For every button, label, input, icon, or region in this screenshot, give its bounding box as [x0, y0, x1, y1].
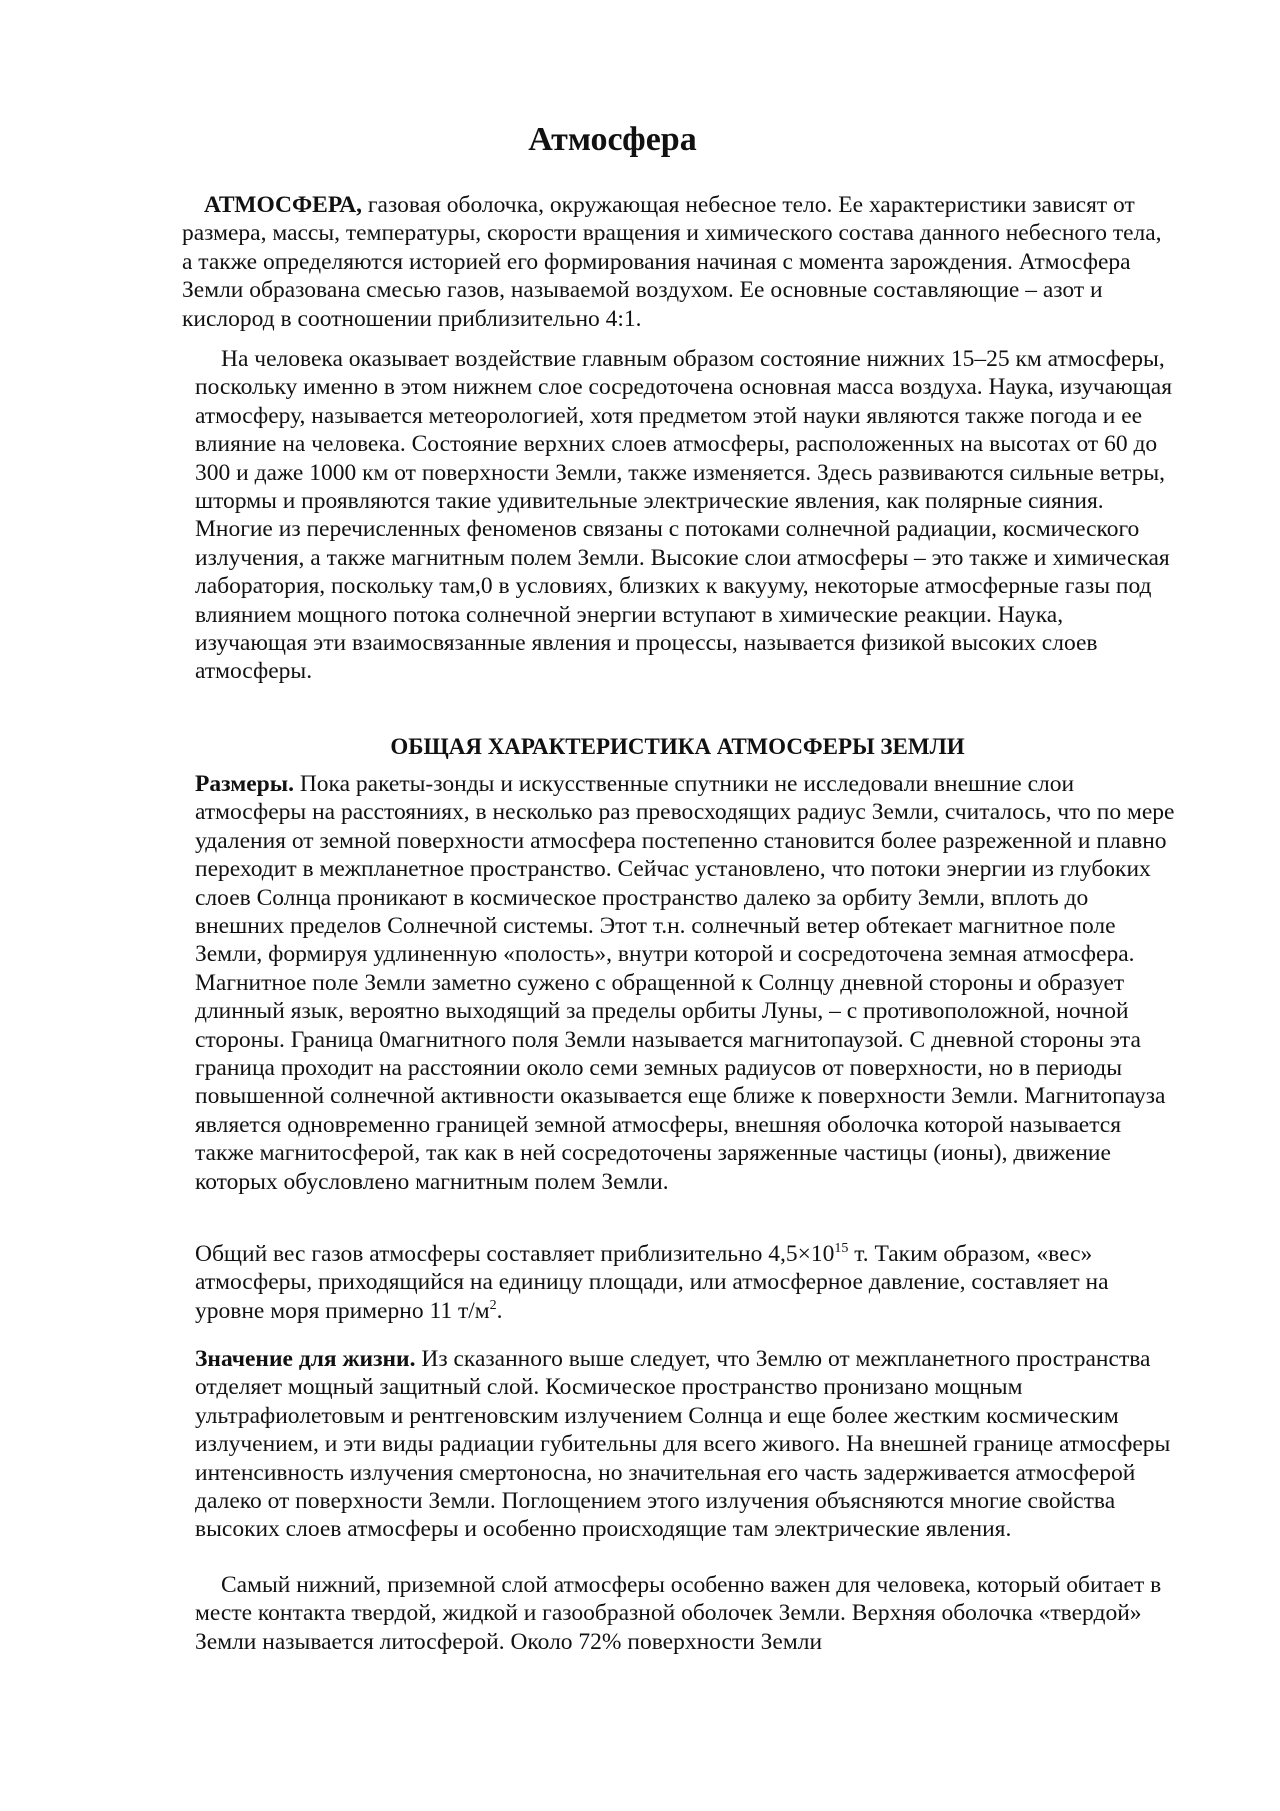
lowest-layer-text: Самый нижний, приземной слой атмосферы особенно важен для человека, который обитает в месте контакта твердой, жидкой и газообразной оболочек Земли. Верхняя оболочка «твердой» Земли называется литосферой. Около 72% поверхности Земли — [195, 1572, 1162, 1655]
intro-text: газовая оболочка, окружающая небесное тело. Ее характеристики зависят от размера, массы, температуры, скорости вращения и химического состава данного небесного тела, а также определяются историей его формирования начиная с момента зарождения. Атмосфера Земли образована смесью газов, называемой воздухом. Ее основные составляющие – азот и кислород в соотношении приблизительно 4:1. — [182, 192, 1162, 332]
life-lead-term: Значение для жизни. — [195, 1346, 416, 1372]
power-base: 10 — [810, 1241, 835, 1267]
section-heading: ОБЩАЯ ХАРАКТЕРИСТИКА АТМОСФЕРЫ ЗЕМЛИ — [390, 734, 965, 759]
paragraph-sizes — [195, 770, 1180, 1196]
human-impact-text: На человека оказывает воздействие главным образом состояние нижних 15–25 км атмосферы, поскольку именно в этом нижнем слое сосредоточена основная масса воздуха. Наука, изучающая атмосферу, называется метеорологией, хотя предметом этой науки являются также погода и ее влияние на человека. Состояние верхних слоев атмосферы, расположенных на высотах от 60 до 300 и даже 1000 км от поверхности Земли, также изменяется. Здесь развиваются сильные ветры, штормы и проявляются такие удивительные электрические явления, как полярные сияния. Многие из перечисленных феноменов связаны с потоками солнечной радиации, космического излучения, а также магнитным полем Земли. Высокие слои атмосферы – это также и химическая лаборатория, поскольку там,0 в условиях, близких к вакууму, некоторые атмосферные газы под влиянием мощного потока солнечной энергии вступают в химические реакции. Наука, изучающая эти взаимосвязанные явления и процессы, называется физикой высоких слоев атмосферы. — [195, 346, 1173, 685]
paragraph-intro — [182, 191, 1172, 333]
page-title: Атмосфера — [528, 121, 697, 158]
sizes-text: Пока ракеты-зонды и искусственные спутники не исследовали внешние слои атмосферы на расстояниях, в несколько раз превосходящих радиус Земли, считалось, что по мере удаления от земной поверхности атмосфера постепенно становится более разреженной и плавно переходит в межпланетное пространство. Сейчас установлено, что потоки энергии из глубоких слоев Солнца проникают в космическое пространство далеко за орбиту Земли, вплоть до внешних пределов Солнечной системы. Этот т.н. солнечный ветер обтекает магнитное поле Земли, формируя удлиненную «полость», внутри которой и сосредоточена земная атмосфера. Магнитное поле Земли заметно сужено с обращенной к Солнцу дневной стороны и образует длинный язык, вероятно выходящий за пределы орбиты Луны, – с противоположной, ночной стороны. Граница 0магнитного поля Земли называется магнитопаузой. С дневной стороны эта граница проходит на расстоянии около семи земных радиусов от поверхности, но в периоды повышенной солнечной активности оказывается еще ближе к поверхности Земли. Магнитопауза является одновременно границей земной атмосферы, внешняя оболочка которой называется также магнитосферой, так как в ней сосредоточены заряженные частицы (ионы), движение которых обусловлено магнитным полем Земли. — [195, 771, 1175, 1195]
weight-text-b: т. Таким образом, «вес» атмосферы, приходящийся на единицу площади, или атмосферное давление, составляет на уровне моря примерно 11 т/м — [195, 1241, 1109, 1324]
intro-lead-term: АТМОСФЕРА, — [204, 192, 363, 218]
sizes-lead-term: Размеры. — [195, 771, 294, 797]
paragraph-weight — [195, 1240, 1180, 1325]
life-text: Из сказанного выше следует, что Землю от межпланетного пространства отделяет мощный защитный слой. Космическое пространство пронизано мощным ультрафиолетовым и рентгеновским излучением Солнца и еще более жестким космическим излучением, и эти виды радиации губительны для всего живого. На внешней границе атмосферы интенсивность излучения смертоносна, но значительная его часть задерживается атмосферой далеко от поверхности Земли. Поглощением этого излучения объясняются многие свойства высоких слоев атмосферы и особенно происходящие там электрические явления. — [195, 1346, 1171, 1543]
power-exponent: 15 — [834, 1241, 849, 1256]
weight-text-a: Общий вес газов атмосферы составляет приблизительно 4,5 — [195, 1241, 798, 1267]
paragraph-human-impact — [195, 345, 1180, 686]
paragraph-life-significance — [195, 1345, 1180, 1544]
multiply-sign: × — [797, 1241, 811, 1267]
paragraph-lowest-layer — [195, 1571, 1180, 1656]
weight-text-c: . — [496, 1297, 503, 1324]
unit-exponent: 2 — [489, 1297, 497, 1313]
